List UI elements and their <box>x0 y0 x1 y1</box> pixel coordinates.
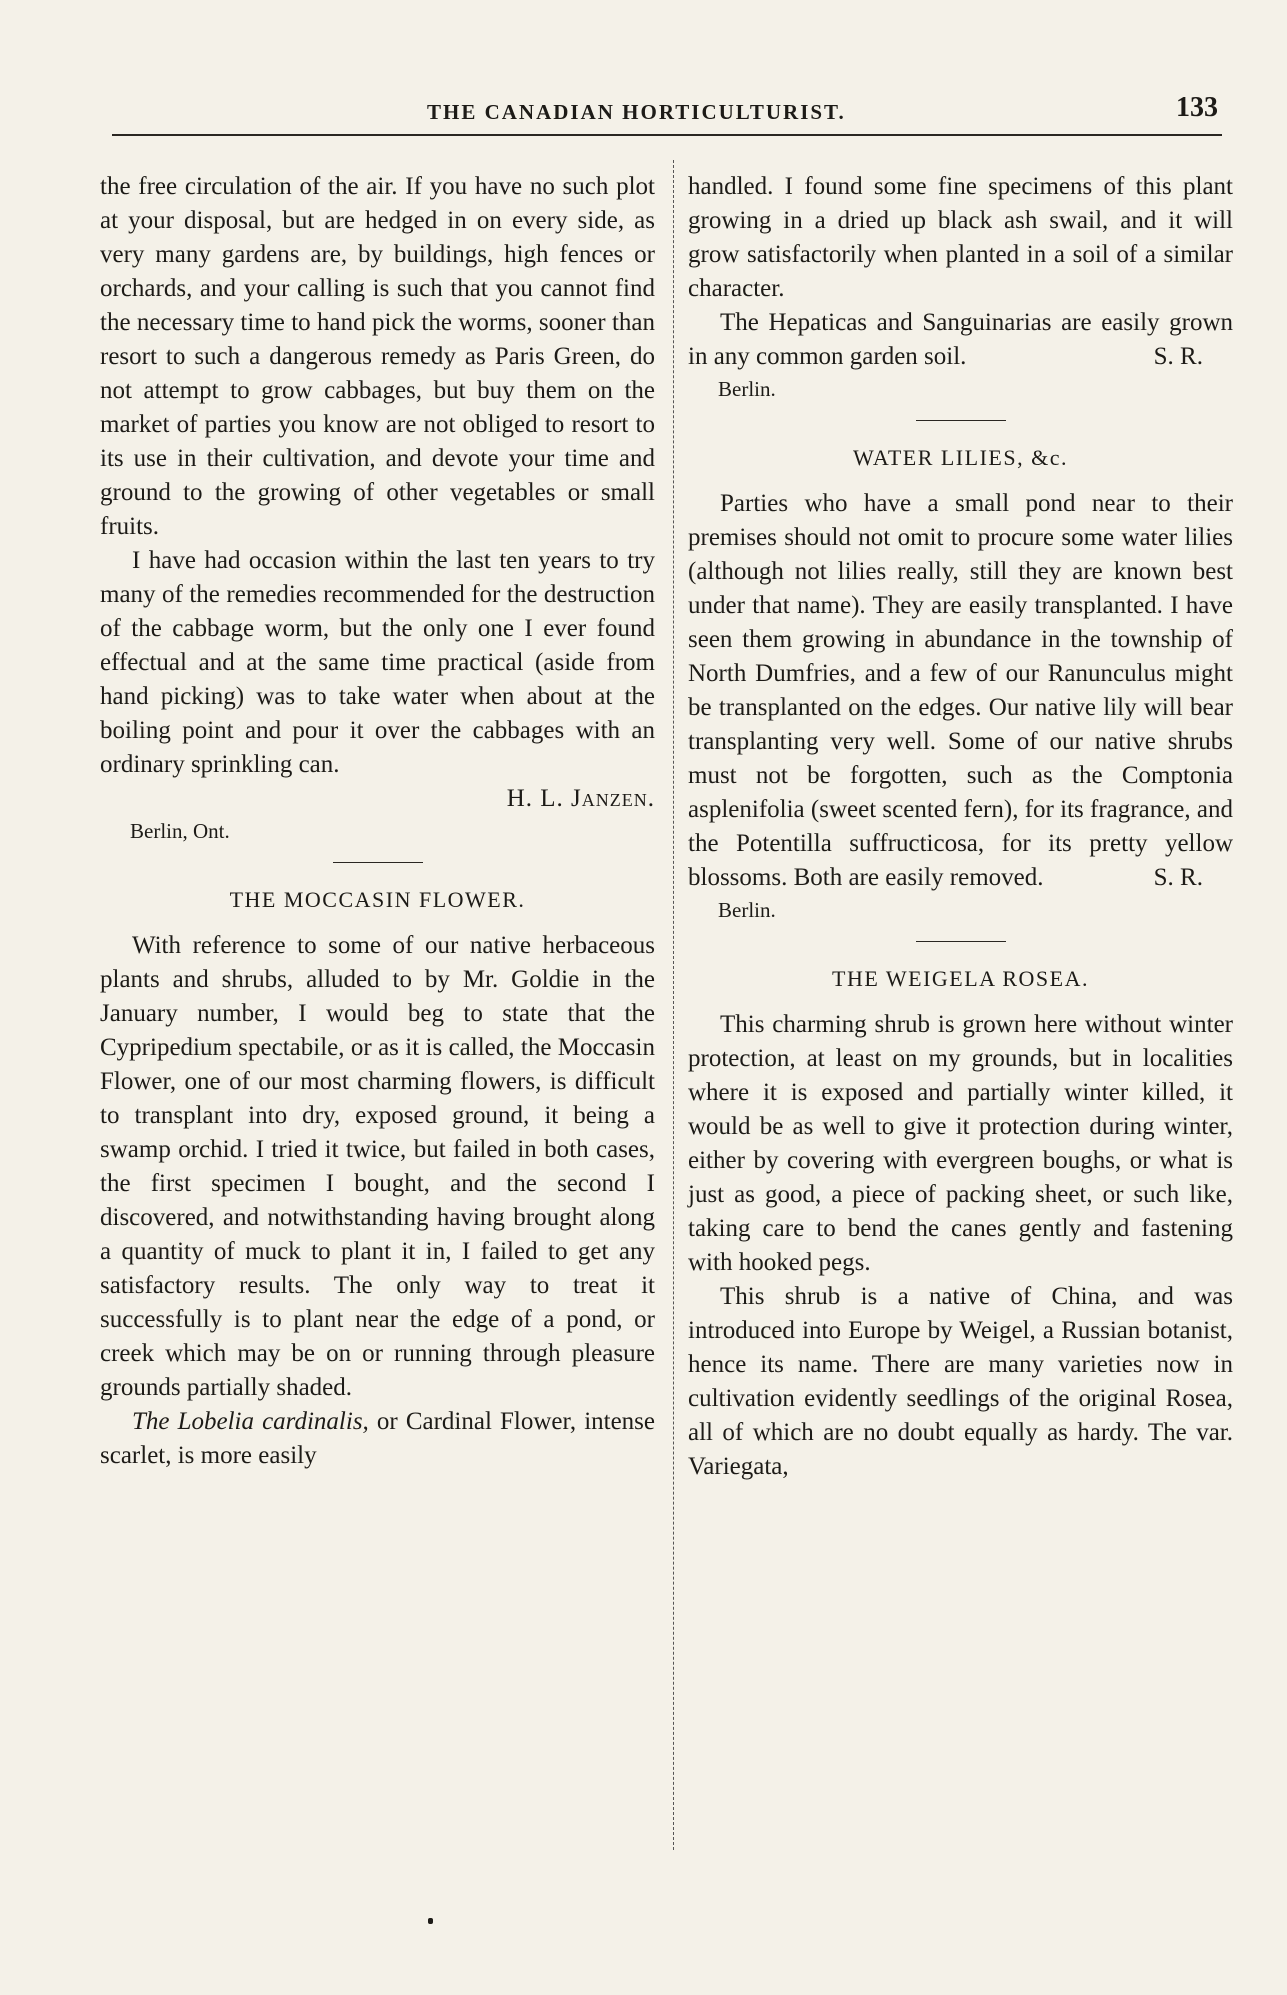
author-place: Berlin. <box>718 377 776 401</box>
section-rule <box>916 420 1006 421</box>
column-divider <box>673 160 674 1850</box>
author-place: Berlin. <box>718 898 776 922</box>
paragraph: With reference to some of our native herbaceous plants and shrubs, alluded to by Mr. Goldie in the January number, I would beg to state that the Cypripedium spectabile, or as it is called, the Moccasin Flower, one of our most charming flowers, is difficult to transplant into dry, exposed ground, it being a swamp orchid. I tried it twice, but failed in both cases, the first specimen I bought, and the second I discovered, and notwithstanding having brought along a quantity of muck to plant it in, I failed to get any satisfactory results. The only way to treat it successfully is to plant near the edge of a pond, or creek which may be on or running through pleasure grounds partially shaded. <box>100 932 655 1401</box>
left-column <box>100 170 655 1473</box>
section-rule <box>333 862 423 863</box>
paragraph: The Lobelia cardinalis, or Cardinal Flower, intense scarlet, is more easily <box>100 1408 656 1469</box>
section-title: THE WEIGELA ROSEA. <box>832 966 1089 991</box>
paragraph: Parties who have a small pond near to their premises should not omit to procure some water lilies (although not lilies really, still they are known best under that name). They are easily transplanted. I have seen them growing in abundance in the township of North Dumfries, and a few of our Ranunculus might be transplanted on the edges. Our native lily will bear transplanting very well. Some of our native shrubs must not be forgotten, such as the Comptonia asplenifolia (sweet scented fern), for its fragrance, and the Potentilla suffructicosa, for its pretty yellow blossoms. Both are easily removed. <box>688 490 1233 891</box>
paragraph: handled. I found some fine specimens of this plant growing in a dried up black ash swail, and it will grow satisfactorily when planted in a soil of a similar character. <box>688 173 1233 302</box>
species-name: The Lobelia cardinalis, <box>132 1408 369 1435</box>
printer-mark <box>428 1918 433 1924</box>
paragraph: I have had occasion within the last ten years to try many of the remedies recommended for the destruction of the cabbage worm, but the only one I ever found effectual and at the same time practical (aside from hand picking) was to take water when about at the boiling point and pour it over the cabbages with an ordinary sprinkling can. <box>100 547 655 778</box>
author-place: Berlin, Ont. <box>130 819 230 843</box>
journal-title: THE CANADIAN HORTICULTURIST. <box>427 100 846 124</box>
author-signature: H. L. Janzen. <box>506 785 655 812</box>
paragraph: the free circulation of the air. If you have no such plot at your disposal, but are hedged in on every side, as very many gardens are, by buildings, high fences or orchards, and your calling is such that you cannot find the necessary time to hand pick the worms, sooner than resort to such a dangerous remedy as Paris Green, do not attempt to grow cabbages, but buy them on the market of parties you know are not obliged to resort to its use in their cultivation, and devote your time and ground to the growing of other vegetables or small fruits. <box>100 173 655 540</box>
running-header <box>112 92 1222 132</box>
page-number: 133 <box>1176 92 1218 123</box>
section-title: THE MOCCASIN FLOWER. <box>229 887 526 912</box>
author-signature: S. R. <box>1153 343 1203 370</box>
paragraph: This charming shrub is grown here without winter protection, at least on my grounds, but in localities where it is exposed and partially winter killed, it would be as well to give it protection during winter, either by covering with evergreen boughs, or what is just as good, a piece of packing sheet, or such like, taking care to bend the canes gently and fastening with hooked pegs. <box>688 1011 1233 1276</box>
paragraph: This shrub is a native of China, and was introduced into Europe by Weigel, a Russian botanist, hence its name. There are many varieties now in cultivation evidently seedlings of the original Rosea, all of which are no doubt equally as hardy. The var. Variegata, <box>688 1283 1233 1480</box>
section-rule <box>916 941 1006 942</box>
paragraph: The Hepaticas and Sanguinarias are easily grown in any common garden soil. <box>688 309 1233 370</box>
header-rule <box>112 134 1222 136</box>
section-title: WATER LILIES, &c. <box>853 445 1068 470</box>
author-signature: S. R. <box>1153 864 1203 891</box>
right-column <box>688 170 1233 1484</box>
